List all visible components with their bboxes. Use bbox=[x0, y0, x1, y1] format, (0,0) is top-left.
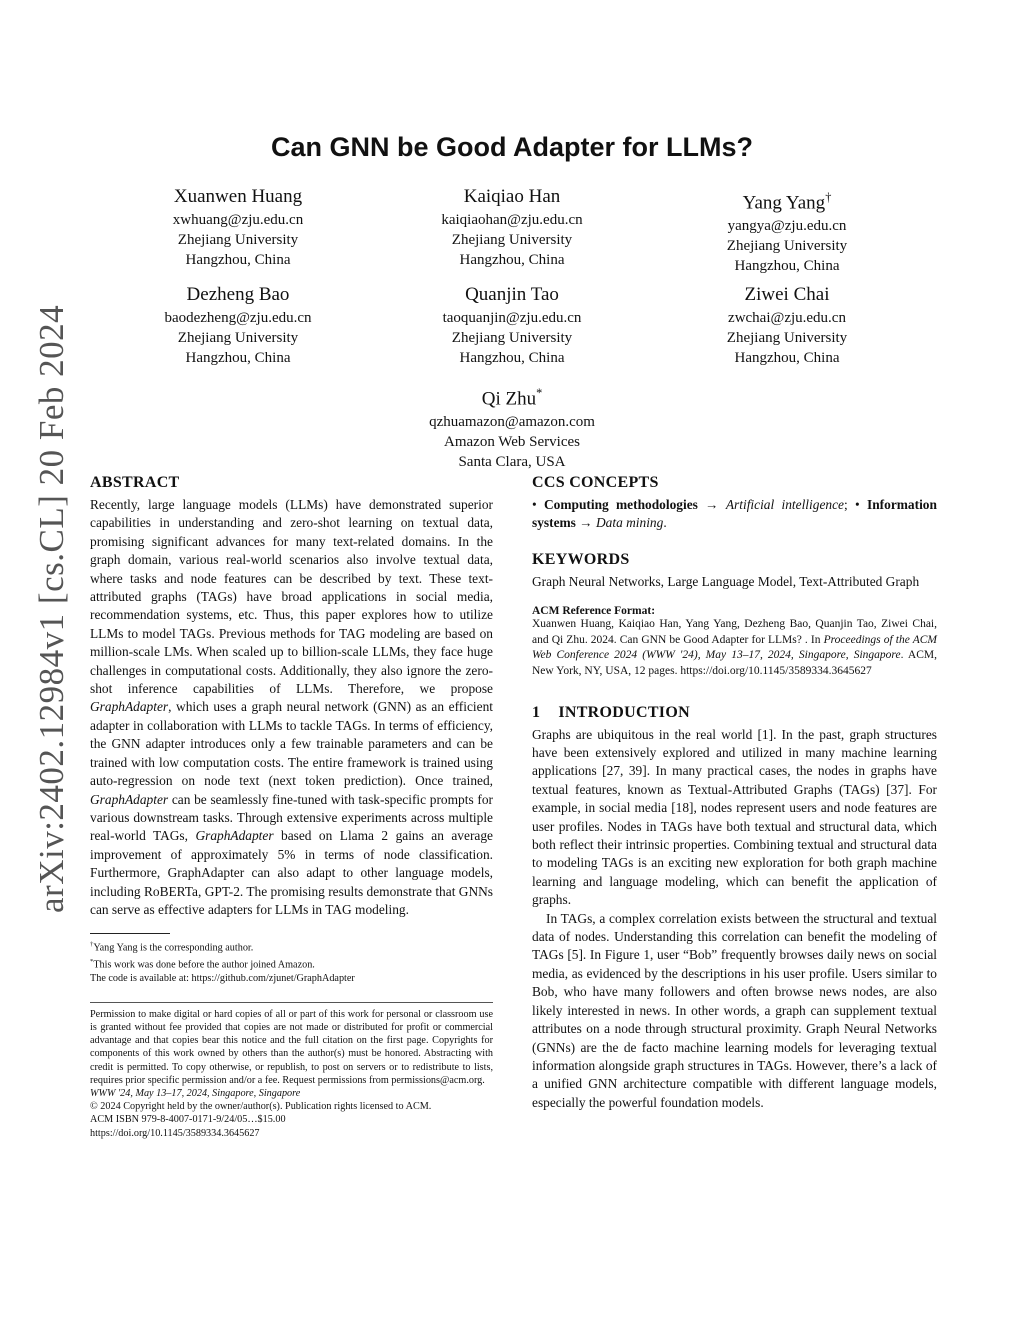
method-name: GraphAdapter bbox=[90, 791, 169, 807]
author-name: Kaiqiao Han bbox=[463, 186, 561, 207]
acm-ref-heading: ACM Reference Format: bbox=[532, 605, 656, 618]
author-affiliation: Zhejiang University bbox=[726, 330, 848, 346]
ccs-subterm: Data mining bbox=[596, 515, 664, 531]
paper-title: Can GNN be Good Adapter for LLMs? bbox=[271, 132, 753, 162]
abstract-text bbox=[90, 496, 493, 919]
intro-paragraph: In TAGs, a complex correlation exists between the structural and textual data of nodes. Understanding this correlation can benefit the modeling of TAGs [5]. In Figure 1, user “Bob” frequently browses daily news on social media, as evidenced by the descriptions in his user profile. Users similar to Bob, who have many followers and often browse news nodes, are also likely interested in news. In other words, a graph can supplement textual attributes on a node through structural proximity. Graph Neural Networks (GNNs) are the de facto machine learning models for leveraging textual information alongside graph structures in TAGs. However, there’s a lack of a unified GNN architecture compatible with different language models, especially the powerful foundation models. bbox=[532, 910, 937, 1110]
ccs-heading: CCS CONCEPTS bbox=[532, 474, 659, 491]
author-email: qzhuamazon@amazon.com bbox=[429, 414, 595, 431]
author-block bbox=[392, 283, 632, 368]
ccs-concepts bbox=[532, 496, 937, 533]
author-email: zwchai@zju.edu.cn bbox=[728, 310, 846, 326]
author-block bbox=[667, 283, 907, 368]
author-email: yangya@zju.edu.cn bbox=[727, 218, 847, 235]
isbn-line: ACM ISBN 979-8-4007-0171-9/24/05…$15.00 bbox=[90, 1114, 286, 1126]
footnote-text: Yang Yang is the corresponding author. bbox=[93, 942, 254, 954]
code-availability: The code is available at: https://github.com/zjunet/GraphAdapter bbox=[90, 972, 355, 984]
keywords-heading: KEYWORDS bbox=[532, 550, 630, 568]
acm-reference bbox=[532, 617, 937, 679]
bullet: • bbox=[855, 497, 860, 512]
doi-link[interactable]: https://doi.org/10.1145/3589334.3645627 bbox=[90, 1127, 260, 1139]
footnote-mark: * bbox=[536, 386, 543, 400]
left-column bbox=[90, 474, 493, 1140]
ref-authors: Xuanwen Huang, Kaiqiao Han, Yang Yang, Dezheng Bao, Quanjin Tao, Ziwei Chai, and Qi Zhu. 2024. Can GNN be Good Adapter for LLMs? . In bbox=[532, 618, 937, 646]
copyright-line: © 2024 Copyright held by the owner/author(s). Publication rights licensed to ACM. bbox=[90, 1101, 432, 1113]
author-name: Quanjin Tao bbox=[465, 284, 559, 305]
abstract-part: , which uses a graph neural network (GNN) as an efficient adapter in collaboration with LLMs to tackle TAGs. In terms of efficiency, the GNN adapter introduces only a few trainable parameters and can be trained with low computation costs. The entire framework is trained using auto-regression on node text (next token prediction). Once trained, bbox=[90, 699, 493, 789]
author-location: Hangzhou, China bbox=[459, 252, 565, 268]
ref-venue: Proceedings of the ACM Web Conference 2024 (WWW '24), May 13–17, 2024, Singapore, Singapore bbox=[532, 633, 937, 662]
abstract-heading: ABSTRACT bbox=[90, 474, 180, 491]
ccs-term: Information systems bbox=[532, 497, 937, 531]
author-name: Qi Zhu bbox=[481, 388, 537, 410]
permission-rule bbox=[90, 1002, 493, 1003]
footnote-mark: † bbox=[90, 941, 94, 949]
permission-text: Permission to make digital or hard copies of all or part of this work for personal or classroom use is granted without fee provided that copies are not made or distributed for profit or commercial advantage and that copies bear this notice and the full citation on the first page. Copyrights for components of this work owned by others than the author(s) must be honored. Abstracting with credit is permitted. To copy otherwise, or republish, to post on servers or to redistribute to lists, requires prior specific permission and/or a fee. Request permissions from permissions@acm.org. bbox=[90, 1008, 493, 1086]
method-name: GraphAdapter bbox=[90, 699, 169, 715]
abstract-part: Recently, large language models (LLMs) have demonstrated superior capabilities in understanding and zero-shot learning on textual data, promising significant advances for many text-related domains. In the graph domain, various real-world scenarios also involve textual data, where tasks and node features can be described by text. These text-attributed graphs (TAGs) have broad applications in social media, recommendation systems, etc. Thus, this paper explores how to utilize LLMs to model TAGs. Previous methods for TAG modeling are based on million-scale LMs. When scaled up to billion-scale LLMs, they face huge challenges in computational costs. Additionally, they also ignore the zero-shot inference capabilities of LLMs. Therefore, we propose bbox=[90, 497, 493, 697]
abstract-part: can be seamlessly fine-tuned with task-specific prompts for various downstream tasks. Through extensive experiments across multiple real-world TAGs, bbox=[90, 791, 493, 844]
author-block bbox=[118, 283, 358, 368]
period: . bbox=[663, 515, 667, 531]
author-location: Hangzhou, China bbox=[459, 350, 565, 366]
arrow: → bbox=[579, 515, 593, 531]
author-affiliation: Zhejiang University bbox=[451, 232, 573, 248]
keywords-text: Graph Neural Networks, Large Language Model, Text-Attributed Graph bbox=[532, 573, 920, 589]
author-location: Hangzhou, China bbox=[734, 258, 840, 275]
method-name: GraphAdapter bbox=[195, 828, 274, 844]
corresponding-mark: † bbox=[825, 190, 832, 204]
author-email: baodezheng@zju.edu.cn bbox=[164, 310, 312, 326]
author-block bbox=[392, 185, 632, 270]
arrow: → bbox=[705, 497, 719, 512]
author-location: Hangzhou, China bbox=[734, 350, 840, 366]
footnotes bbox=[90, 938, 493, 984]
author-email: kaiqiaohan@zju.edu.cn bbox=[441, 212, 583, 228]
footnote-mark: * bbox=[90, 957, 94, 965]
ccs-subterm: Artificial intelligence bbox=[725, 497, 844, 512]
intro-heading bbox=[532, 704, 937, 722]
section-number: 1 bbox=[532, 703, 541, 721]
author-name: Dezheng Bao bbox=[186, 284, 290, 305]
ccs-term: Computing methodologies bbox=[544, 497, 698, 512]
author-name: Ziwei Chai bbox=[744, 284, 830, 305]
author-location: Santa Clara, USA bbox=[458, 454, 566, 471]
ref-tail: . ACM, New York, NY, USA, 12 pages. https://doi.org/10.1145/3589334.3645627 bbox=[532, 649, 937, 677]
conference-line: WWW '24, May 13–17, 2024, Singapore, Singapore bbox=[90, 1087, 301, 1099]
separator: ; bbox=[843, 497, 848, 512]
author-name: Xuanwen Huang bbox=[173, 186, 303, 207]
author-affiliation: Zhejiang University bbox=[177, 330, 299, 346]
author-block bbox=[118, 185, 358, 270]
author-affiliation: Zhejiang University bbox=[451, 330, 573, 346]
abstract-part: based on Llama 2 gains an average improvement of approximately 5% in terms of node classification. Furthermore, GraphAdapter can also adapt to other language models, including RoBERTa, GPT-2. The promising results demonstrate that GNNs can serve as effective adapters for LLMs in TAG modeling. bbox=[90, 828, 493, 917]
author-email: xwhuang@zju.edu.cn bbox=[172, 212, 304, 228]
author-location: Hangzhou, China bbox=[185, 252, 291, 268]
author-location: Hangzhou, China bbox=[185, 350, 291, 366]
footnote-text: This work was done before the author joined Amazon. bbox=[93, 959, 315, 971]
arxiv-stamp: arXiv:2402.12984v1 [cs.CL] 20 Feb 2024 bbox=[32, 304, 71, 913]
author-name: Yang Yang bbox=[742, 192, 826, 214]
author-block bbox=[667, 185, 907, 276]
author-affiliation: Zhejiang University bbox=[726, 238, 848, 255]
section-title: INTRODUCTION bbox=[558, 703, 690, 721]
author-email: taoquanjin@zju.edu.cn bbox=[442, 310, 582, 326]
author-affiliation: Zhejiang University bbox=[177, 232, 299, 248]
bullet: • bbox=[532, 497, 537, 512]
author-affiliation: Amazon Web Services bbox=[444, 434, 580, 451]
footnote-rule bbox=[90, 933, 170, 934]
right-column bbox=[532, 474, 937, 1112]
permission-block bbox=[90, 1008, 493, 1140]
author-block bbox=[392, 381, 632, 472]
intro-paragraph: Graphs are ubiquitous in the real world [1]. In the past, graph structures have been extensively explored and utilized in many machine learning applications [27, 39]. In many practical cases, the nodes in graphs have textual features, known as Textual-Attributed Graphs (TAGs) [37]. For example, in social media [18], nodes represent users and node features are user profiles. Nodes in TAGs have both textual and structural data, which both reflect their intrinsic properties. Combining textual and structural data to modeling TAGs is an exciting new exploration for both graph machine learning and language modeling, which can benefit the application of graphs. bbox=[532, 726, 937, 908]
